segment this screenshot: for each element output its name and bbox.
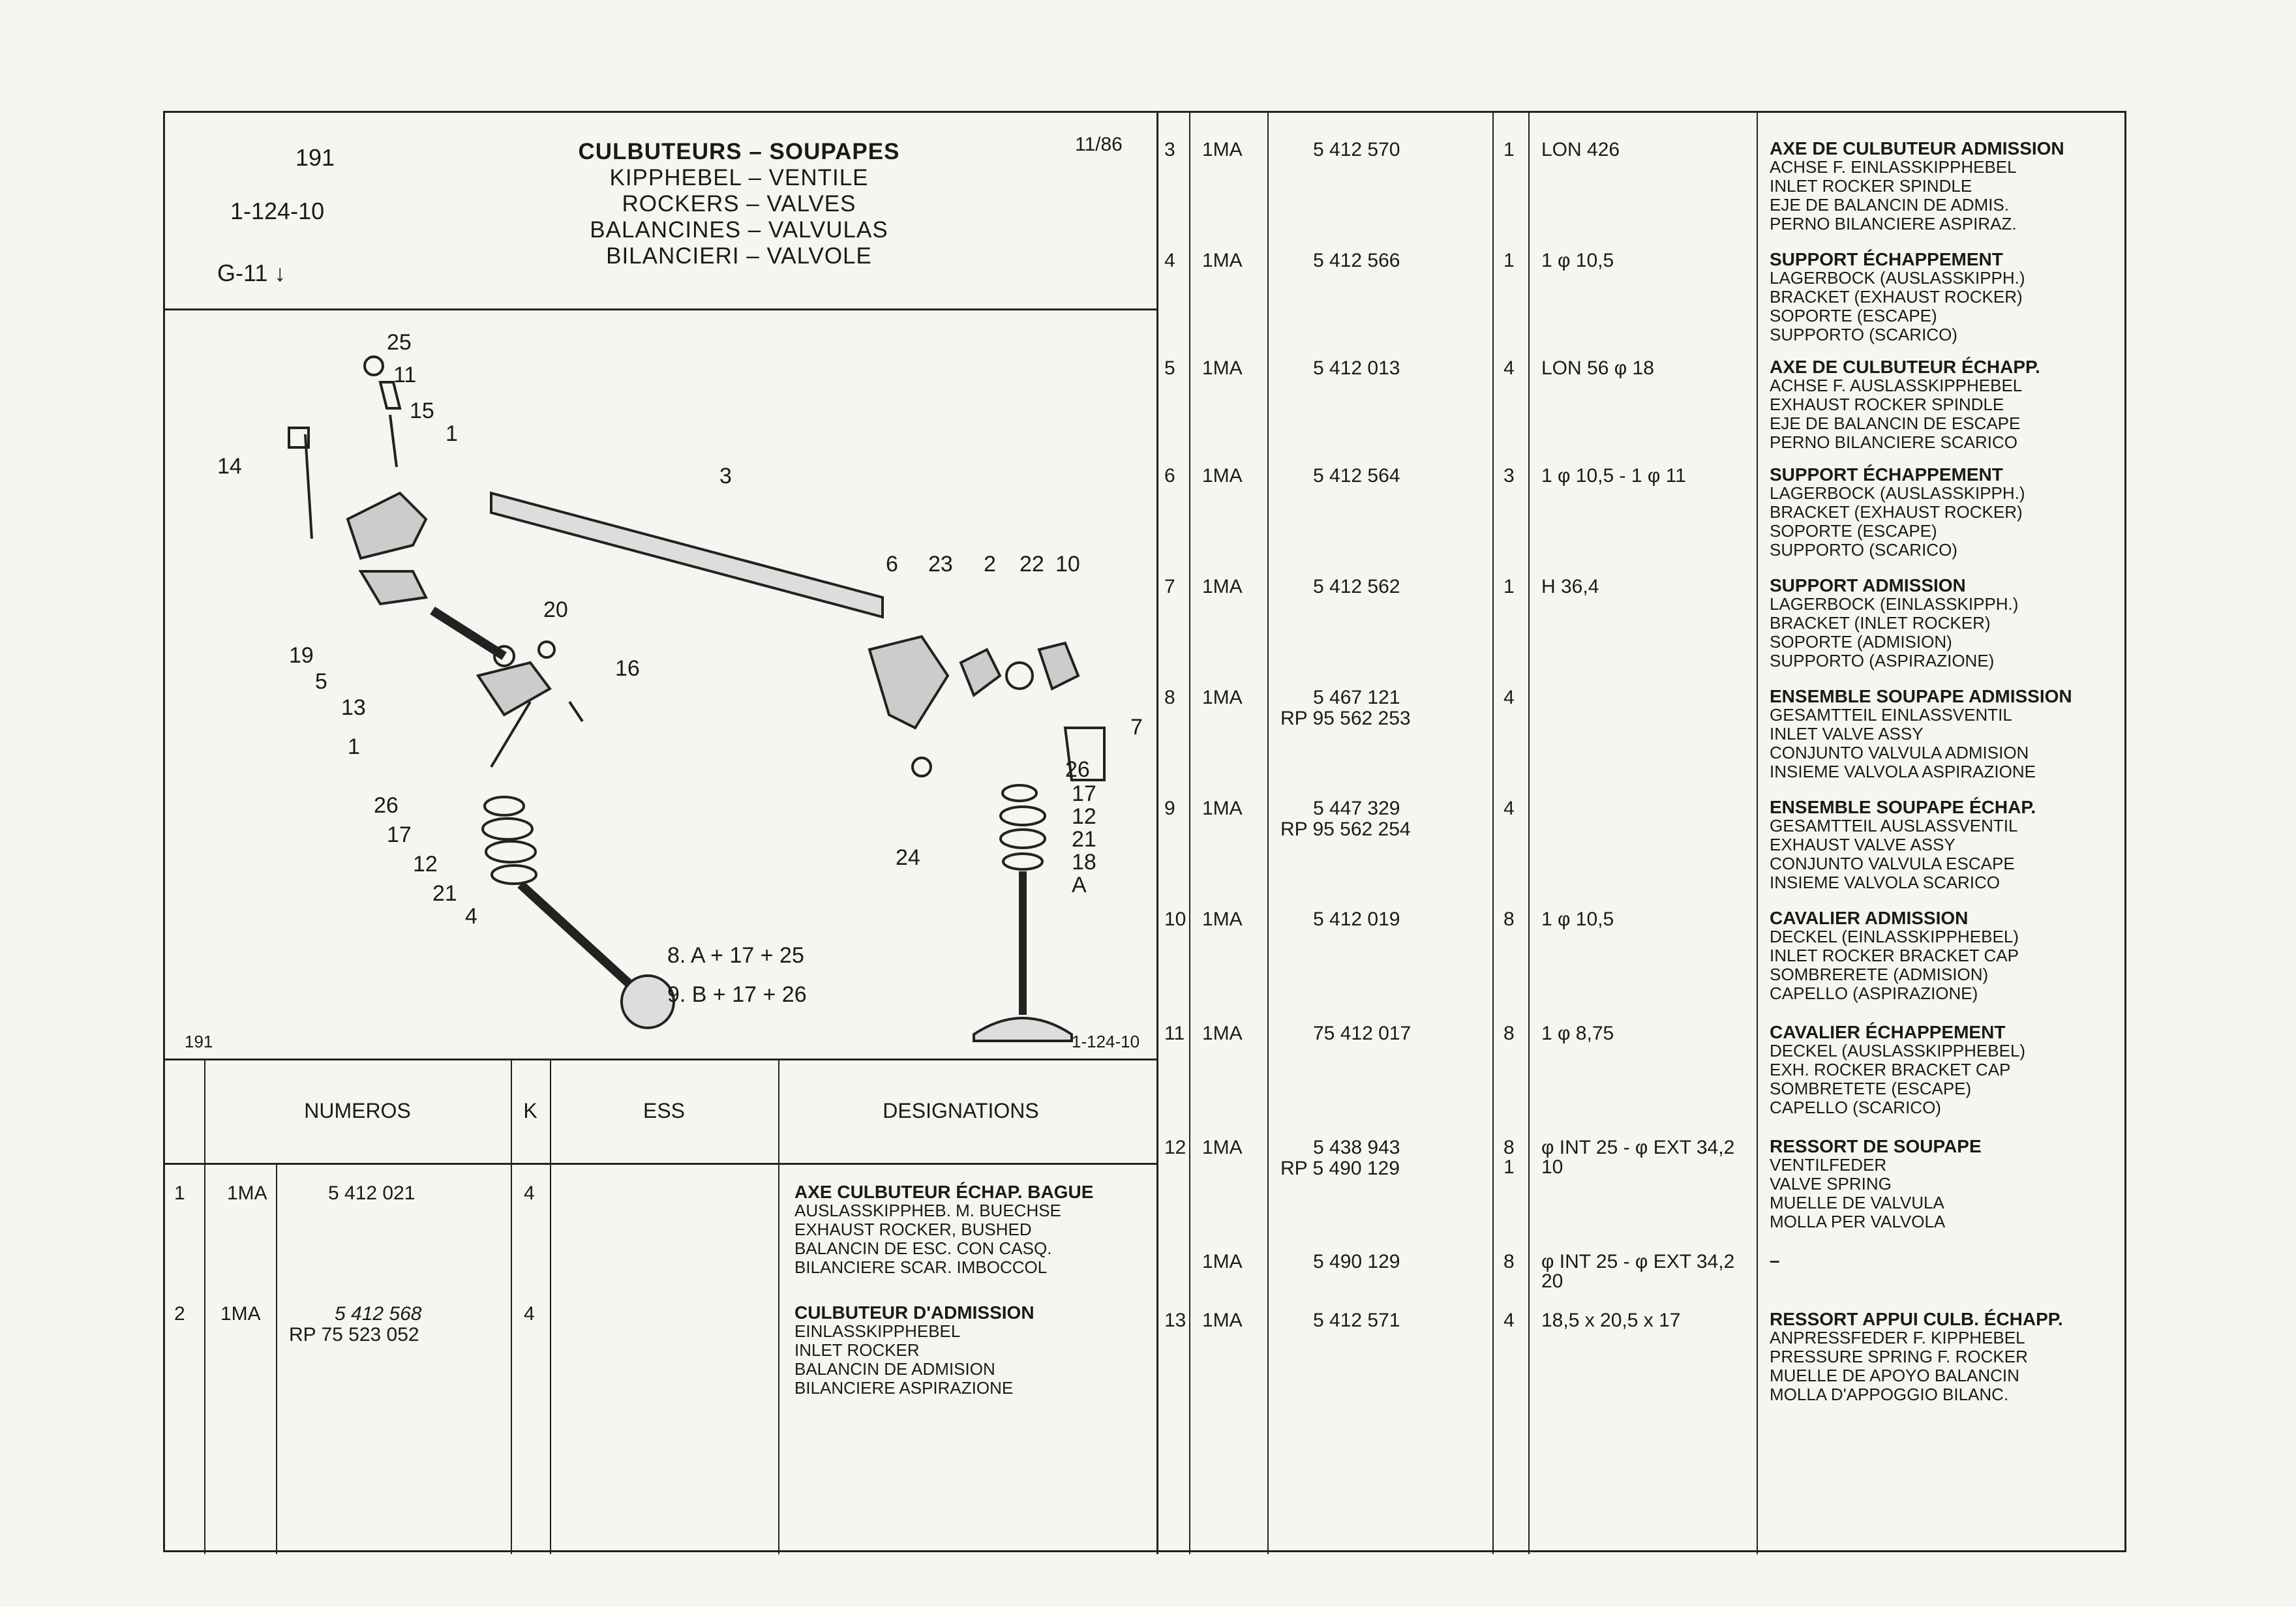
callout: 10 (1055, 552, 1080, 577)
title-line-de: KIPPHEBEL – VENTILE (609, 165, 869, 190)
designation-en: EXH. ROCKER BRACKET CAP (1770, 1060, 2011, 1079)
figure-note: 9. B + 17 + 26 (667, 982, 807, 1007)
designation-fr: RESSORT APPUI CULB. ÉCHAPP. (1770, 1309, 2063, 1329)
divider (550, 1059, 551, 1554)
designation (1770, 1137, 1982, 1231)
quantity: 4 (1503, 357, 1515, 379)
designation (1770, 798, 2036, 892)
divider (778, 1059, 779, 1554)
designation-de: LAGERBOCK (AUSLASSKIPPH.) (1770, 483, 2025, 503)
designation-it: INSIEME VALVOLA ASPIRAZIONE (1770, 762, 2036, 781)
prefix: 1MA (1202, 909, 1243, 930)
title-line-en: ROCKERS – VALVES (622, 191, 856, 217)
quantity: 8 (1503, 909, 1515, 930)
designation-fr: CULBUTEUR D'ADMISSION (794, 1302, 1035, 1323)
prefix: 1MA (1202, 1137, 1243, 1158)
callout: 1 (446, 421, 458, 446)
designation-es: SOMBRERETE (ADMISION) (1770, 965, 1989, 984)
designation-fr: AXE DE CULBUTEUR ÉCHAPP. (1770, 357, 2040, 377)
designation-en: INLET VALVE ASSY (1770, 724, 1924, 743)
prefix: 1MA (1202, 250, 1243, 271)
designation-fr: SUPPORT ÉCHAPPEMENT (1770, 464, 2003, 485)
part-number: 5 412 570 (1313, 139, 1400, 160)
designation-es: CONJUNTO VALVULA ADMISION (1770, 743, 2029, 762)
figure-corner-left: 191 (185, 1032, 213, 1051)
designation-de: GESAMTTEIL AUSLASSVENTIL (1770, 816, 2018, 835)
quantity: 4 (1503, 1310, 1515, 1331)
quantity: 4 (1503, 798, 1515, 819)
designation-fr: ENSEMBLE SOUPAPE ÉCHAP. (1770, 797, 2036, 817)
designation (1770, 576, 2018, 670)
quantity: 8 (1503, 1137, 1515, 1158)
divider (1528, 113, 1530, 1554)
designation-it: SUPPORTO (SCARICO) (1770, 540, 1957, 560)
callout: 2 (984, 552, 996, 577)
designation-es: BALANCIN DE ESC. CON CASQ. (794, 1239, 1052, 1258)
designation (1770, 1251, 1780, 1270)
designation-fr: – (1770, 1250, 1780, 1270)
figure-note: 8. A + 17 + 25 (667, 943, 804, 968)
title-line-fr: CULBUTEURS – SOUPAPES (578, 139, 900, 164)
item-number: 8 (1164, 687, 1175, 708)
issue-date: 11/86 (1075, 134, 1123, 155)
designation-de: DECKEL (EINLASSKIPPHEBEL) (1770, 927, 2019, 946)
designation (1770, 1310, 2063, 1404)
designation-fr: RESSORT DE SOUPAPE (1770, 1136, 1982, 1156)
part-number: 5 412 571 (1313, 1310, 1400, 1331)
designation-it: SUPPORTO (SCARICO) (1770, 325, 1957, 344)
callout: 15 (410, 398, 434, 423)
designation (1770, 909, 2019, 1003)
prefix: 1MA (1202, 687, 1243, 708)
designation-en: EXHAUST ROCKER SPINDLE (1770, 395, 2004, 414)
quantity: 4 (1503, 687, 1515, 708)
part-number: 5 412 564 (1313, 465, 1400, 487)
callout: 7 (1130, 715, 1143, 740)
part-number: 5 447 329 (1313, 798, 1400, 819)
callout: 22 (1020, 552, 1044, 577)
part-number-alt: RP 5 490 129 (1280, 1158, 1400, 1179)
ess-value: 1 φ 8,75 (1541, 1023, 1614, 1044)
group-code: 1-124-10 (230, 198, 325, 224)
prefix: 1MA (1202, 1310, 1243, 1331)
designation (1770, 465, 2025, 560)
part-number: 5 438 943 (1313, 1137, 1400, 1158)
ess-value: H 36,4 (1541, 576, 1599, 597)
item-number: 11 (1164, 1023, 1185, 1044)
prefix: 1MA (1202, 465, 1243, 487)
designation-en: INLET ROCKER (794, 1340, 920, 1360)
callout: 17 (1072, 781, 1096, 806)
designation (1770, 139, 2064, 233)
quantity-alt: 1 (1503, 1156, 1515, 1178)
part-number: 75 412 017 (1313, 1023, 1412, 1044)
designation (1770, 1023, 2025, 1117)
ess-value-alt: 20 (1541, 1270, 1563, 1292)
designation-it: PERNO BILANCIERE ASPIRAZ. (1770, 214, 2017, 233)
quantity: 8 (1503, 1251, 1515, 1272)
designation-es: BALANCIN DE ADMISION (794, 1359, 995, 1379)
designation-it: PERNO BILANCIERE SCARICO (1770, 432, 2017, 452)
callout: 21 (1072, 827, 1096, 852)
item-number: 13 (1164, 1310, 1186, 1331)
item-number: 10 (1164, 909, 1186, 930)
exploded-diagram (165, 310, 1156, 1059)
col-numeros: NUMEROS (304, 1099, 411, 1122)
col-ess: ESS (642, 1099, 686, 1122)
prefix: 1MA (1202, 1251, 1243, 1272)
prefix: 1MA (220, 1303, 261, 1325)
designation-de: DECKEL (AUSLASSKIPPHEBEL) (1770, 1041, 2026, 1060)
item-number: 12 (1164, 1137, 1186, 1158)
designation-es: EJE DE BALANCIN DE ADMIS. (1770, 195, 2009, 215)
designation (1770, 687, 2072, 781)
callout: 13 (341, 695, 366, 720)
callout: 26 (1065, 757, 1090, 782)
title-line-es: BALANCINES – VALVULAS (590, 217, 888, 243)
item-number: 3 (1164, 139, 1175, 160)
col-k: K (523, 1099, 537, 1122)
designation-it: INSIEME VALVOLA SCARICO (1770, 873, 2001, 892)
part-number: 5 467 121 (1313, 687, 1400, 708)
divider (1267, 113, 1269, 1554)
designation-fr: ENSEMBLE SOUPAPE ADMISSION (1770, 686, 2072, 706)
callout: 18 (1072, 850, 1096, 875)
quantity: 1 (1503, 576, 1515, 597)
callout: 6 (886, 552, 898, 577)
callout: 4 (465, 904, 477, 929)
callout: 23 (928, 552, 953, 577)
col-designations: DESIGNATIONS (883, 1099, 1039, 1122)
part-number: 5 490 129 (1313, 1251, 1400, 1272)
designation-fr: AXE DE CULBUTEUR ADMISSION (1770, 138, 2064, 158)
designation-de: AUSLASSKIPPHEB. M. BUECHSE (794, 1201, 1061, 1220)
divider (1156, 113, 1158, 1554)
designation-fr: AXE CULBUTEUR ÉCHAP. BAGUE (794, 1182, 1094, 1202)
catalog-sheet (163, 111, 2126, 1552)
designation-fr: CAVALIER ÉCHAPPEMENT (1770, 1022, 2006, 1042)
item-number: 6 (1164, 465, 1175, 487)
designation-es: SOPORTE (ADMISION) (1770, 632, 1952, 652)
designation-de: ANPRESSFEDER F. KIPPHEBEL (1770, 1328, 2025, 1347)
designation-it: BILANCIERE ASPIRAZIONE (794, 1378, 1014, 1398)
designation-es: CONJUNTO VALVULA ESCAPE (1770, 854, 2015, 873)
ess-value: 18,5 x 20,5 x 17 (1541, 1310, 1681, 1331)
designation-de: GESAMTTEIL EINLASSVENTIL (1770, 705, 2012, 725)
callout: 12 (413, 852, 438, 877)
designation-it: BILANCIERE SCAR. IMBOCCOL (794, 1257, 1048, 1277)
ess-value: φ INT 25 - φ EXT 34,2 (1541, 1137, 1735, 1158)
callout: 16 (615, 656, 640, 681)
ess-value: LON 56 φ 18 (1541, 357, 1654, 379)
designation-de: EINLASSKIPPHEBEL (794, 1321, 961, 1341)
ess-value: 1 φ 10,5 - 1 φ 11 (1541, 465, 1686, 487)
sub-code (217, 260, 286, 287)
designation-de: LAGERBOCK (EINLASSKIPPH.) (1770, 594, 2019, 614)
quantity: 4 (524, 1182, 535, 1204)
callout: 20 (543, 597, 568, 622)
designation-it: CAPELLO (SCARICO) (1770, 1098, 1941, 1117)
page-number: 191 (295, 144, 335, 171)
designation-en: EXHAUST ROCKER, BUSHED (794, 1220, 1032, 1239)
designation-es: EJE DE BALANCIN DE ESCAPE (1770, 413, 2021, 433)
prefix: 1MA (227, 1182, 267, 1204)
ess-value: φ INT 25 - φ EXT 34,2 (1541, 1251, 1735, 1272)
quantity: 1 (1503, 139, 1515, 160)
prefix: 1MA (1202, 576, 1243, 597)
callout: 25 (387, 330, 412, 355)
callout: 24 (896, 845, 920, 870)
part-number-alt: RP 95 562 254 (1280, 819, 1411, 840)
item-number: 9 (1164, 798, 1175, 819)
designation-it: CAPELLO (ASPIRAZIONE) (1770, 984, 1978, 1003)
ess-value: 1 φ 10,5 (1541, 909, 1614, 930)
designation-en: INLET ROCKER BRACKET CAP (1770, 946, 2019, 965)
callout: 3 (719, 464, 732, 488)
designation-en: BRACKET (EXHAUST ROCKER) (1770, 287, 2023, 307)
ess-value: LON 426 (1541, 139, 1620, 160)
prefix: 1MA (1202, 1023, 1243, 1044)
figure-corner-right: 1-124-10 (1072, 1032, 1140, 1051)
quantity: 4 (524, 1303, 535, 1325)
quantity: 1 (1503, 250, 1515, 271)
part-number: 5 412 019 (1313, 909, 1400, 930)
callout: 26 (374, 793, 399, 818)
callout: 14 (217, 454, 242, 479)
divider (1492, 113, 1494, 1554)
callout: 21 (432, 881, 457, 906)
page-title (504, 139, 974, 269)
quantity: 3 (1503, 465, 1515, 487)
ess-value: 1 φ 10,5 (1541, 250, 1614, 271)
designation-es: SOMBRETETE (ESCAPE) (1770, 1079, 1972, 1098)
divider (511, 1059, 512, 1554)
callout: 12 (1072, 804, 1096, 829)
designation (794, 1303, 1035, 1398)
part-number-alt: RP 75 523 052 (289, 1324, 419, 1345)
divider (204, 1059, 205, 1554)
designation-fr: CAVALIER ADMISSION (1770, 908, 1969, 928)
part-number-alt: RP 95 562 253 (1280, 708, 1411, 729)
designation-en: EXHAUST VALVE ASSY (1770, 835, 1956, 854)
part-number: 5 412 568 (335, 1303, 422, 1325)
callout: 11 (393, 363, 417, 387)
prefix: 1MA (1202, 357, 1243, 379)
title-line-it: BILANCIERI – VALVOLE (606, 243, 872, 269)
callout: A (1072, 873, 1087, 897)
designation (794, 1182, 1093, 1277)
designation-es: SOPORTE (ESCAPE) (1770, 306, 1937, 325)
prefix: 1MA (1202, 139, 1243, 160)
ess-value-alt: 10 (1541, 1156, 1563, 1178)
part-number: 5 412 013 (1313, 357, 1400, 379)
divider (1189, 113, 1190, 1554)
part-number: 5 412 566 (1313, 250, 1400, 271)
item-number: 7 (1164, 576, 1175, 597)
item-number: 4 (1164, 250, 1175, 271)
divider (165, 1059, 1156, 1060)
prefix: 1MA (1202, 798, 1243, 819)
designation (1770, 250, 2025, 344)
designation-fr: SUPPORT ÉCHAPPEMENT (1770, 249, 2003, 269)
designation-es: SOPORTE (ESCAPE) (1770, 521, 1937, 541)
designation-en: BRACKET (EXHAUST ROCKER) (1770, 502, 2023, 522)
divider (165, 1163, 1156, 1165)
designation-fr: SUPPORT ADMISSION (1770, 575, 1966, 595)
quantity: 8 (1503, 1023, 1515, 1044)
designation-es: MUELLE DE VALVULA (1770, 1193, 1944, 1212)
divider (276, 1163, 277, 1554)
callout: 17 (387, 822, 412, 847)
designation-it: MOLLA PER VALVOLA (1770, 1212, 1946, 1231)
designation-it: MOLLA D'APPOGGIO BILANC. (1770, 1385, 2009, 1404)
designation-en: BRACKET (INLET ROCKER) (1770, 613, 1991, 633)
designation-de: ACHSE F. EINLASSKIPPHEBEL (1770, 157, 2017, 177)
item-number: 5 (1164, 357, 1175, 379)
callout: 5 (315, 669, 327, 694)
designation-de: ACHSE F. AUSLASSKIPPHEBEL (1770, 376, 2023, 395)
designation-de: VENTILFEDER (1770, 1155, 1887, 1175)
designation-en: INLET ROCKER SPINDLE (1770, 176, 1972, 196)
designation (1770, 357, 2040, 452)
arrow-down-icon: ↓ (274, 260, 286, 286)
item-number: 2 (174, 1303, 185, 1325)
callout: 19 (289, 643, 314, 668)
part-number: 5 412 021 (328, 1182, 415, 1204)
item-number: 1 (174, 1182, 185, 1204)
callout: 1 (348, 734, 360, 759)
part-number: 5 412 562 (1313, 576, 1400, 597)
sub-code-text: G-11 (217, 260, 268, 286)
designation-it: SUPPORTO (ASPIRAZIONE) (1770, 651, 1995, 670)
divider (1757, 113, 1758, 1554)
designation-de: LAGERBOCK (AUSLASSKIPPH.) (1770, 268, 2025, 288)
designation-es: MUELLE DE APOYO BALANCIN (1770, 1366, 2019, 1385)
designation-en: VALVE SPRING (1770, 1174, 1892, 1194)
designation-en: PRESSURE SPRING F. ROCKER (1770, 1347, 2028, 1366)
